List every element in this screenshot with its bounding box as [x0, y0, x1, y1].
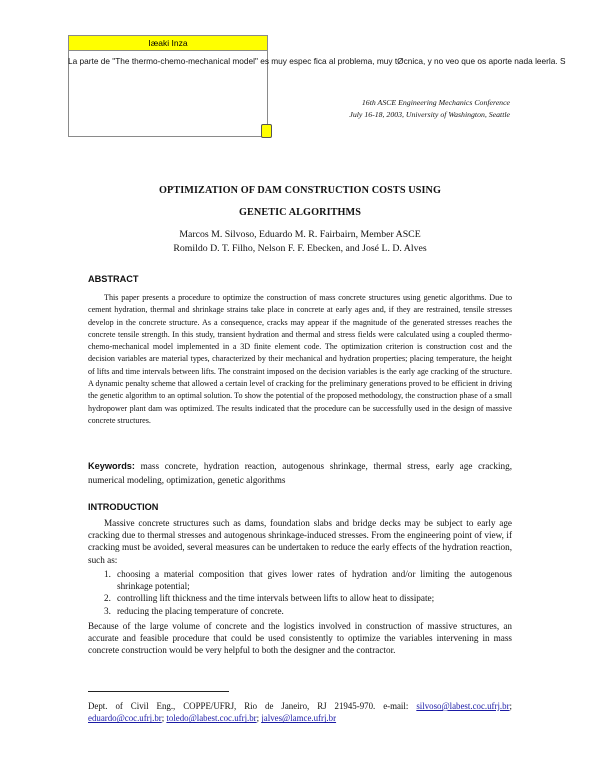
list-item-text: controlling lift thickness and the time intervals between lifts to allow heat to dissipate; — [117, 593, 435, 604]
sticky-note-icon[interactable] — [261, 124, 272, 138]
list-item — [88, 592, 512, 604]
abstract-heading: ABSTRACT — [88, 274, 139, 284]
keywords — [88, 460, 512, 487]
introduction-paragraph-1: Massive concrete structures such as dams, foundation slabs and bridge decks may be subject to early age cracking due to thermal stresses and autogenous shrinkage-induced stresses. From the engineering point of view, if cracking must be avoided, several measures can be undertaken to reduce the early effects of the hydration reaction, such as: — [88, 518, 512, 565]
list-number: 3. — [104, 605, 111, 616]
authors-line-2: Romildo D. T. Filho, Nelson F. F. Ebecken, and José L. D. Alves — [173, 243, 427, 254]
comment-text: La parte de "The thermo-chemo-mechanical model" es muy espec fica al problema, muy tØcnica, y no veo que os aporte nada leerla. S — [68, 56, 566, 66]
conference-name: 16th ASCE Engineering Mechanics Conference — [361, 98, 510, 107]
footnote: Dept. of Civil Eng., COPPE/UFRJ, Rio de Janeiro, RJ 21945-970. e-mail: silvoso@labest.coc.ufrj.br; eduardo@coc.ufrj.br; toledo@labest.coc.ufrj.br; jalves@lamce.ufrj.br — [88, 701, 513, 724]
comment-popup[interactable] — [68, 35, 268, 137]
list-number: 2. — [104, 593, 111, 604]
email-link[interactable]: toledo@labest.coc.ufrj.br — [166, 713, 257, 724]
introduction-paragraph-2: Because of the large volume of concrete and the logistics involved in construction of massive structures, an accurate and feasible procedure that could be used consistently to optimize the variables intervening in mass concrete construction would be very helpful to both the designer and the contractor. — [88, 621, 512, 656]
list-item — [88, 568, 512, 592]
introduction-heading: INTRODUCTION — [88, 502, 159, 512]
authors-line-1: Marcos M. Silvoso, Eduardo M. R. Fairbairn, Member ASCE — [179, 229, 421, 240]
list-item-text: choosing a material composition that gives lower rates of hydration and/or limiting the autogenous shrinkage potential; — [117, 569, 512, 592]
comment-author: Iæaki Inza — [69, 36, 267, 51]
footnote-affiliation: Dept. of Civil Eng., COPPE/UFRJ, Rio de Janeiro, RJ 21945-970. e-mail: — [88, 701, 409, 711]
keywords-text: mass concrete, hydration reaction, autogenous shrinkage, thermal stress, early age cracking, numerical modeling, optimization, genetic algorithms — [88, 461, 513, 485]
email-link[interactable]: silvoso@labest.coc.ufrj.br — [416, 701, 510, 711]
email-link[interactable]: jalves@lamce.ufrj.br — [261, 713, 337, 724]
measures-list — [88, 568, 512, 617]
paper-title-line-2: GENETIC ALGORITHMS — [238, 207, 362, 218]
list-item-text: reducing the placing temperature of concrete. — [117, 605, 284, 616]
conference-date-place: July 16-18, 2003, University of Washington, Seattle — [349, 110, 510, 119]
list-number: 1. — [104, 569, 111, 579]
abstract-text: This paper presents a procedure to optimize the construction of mass concrete structures using genetic algorithms. Due to cement hydration, thermal and shrinkage strains take place in concrete at early ages and, if they are restrained, tensile stresses develop in the concrete structure. As a consequence, cracks may appear if the magnitude of the generated stresses reaches the concrete tensile strength. In this study, transient hydration and thermal and stress fields were calculated using a coupled thermo-chemo-mechanical model implemented in a 3D finite element code. The optimization criterion is construction cost and the decision variables are material types, characterized by their mechanical and hydration properties; placing temperature, the height of lifts and time intervals between lifts. The constraint imposed on the decision variables is the early age cracking of the structure. A dynamic penalty scheme that allowed a certain level of cracking for the preliminary generations proved to be efficient in driving the genetic algorithm to an optimal solution. To show the potential of the proposed methodology, the construction phase of a small hydropower plant dam was optimized. The results indicated that the procedure can be successfully used in the design of massive concrete structures. — [88, 293, 512, 425]
keywords-label: Keywords: — [88, 461, 135, 471]
list-item — [88, 605, 512, 617]
email-link[interactable]: eduardo@coc.ufrj.br — [88, 713, 162, 724]
footnote-divider — [88, 691, 229, 692]
paper-title-line-1: OPTIMIZATION OF DAM CONSTRUCTION COSTS USING — [158, 185, 442, 196]
